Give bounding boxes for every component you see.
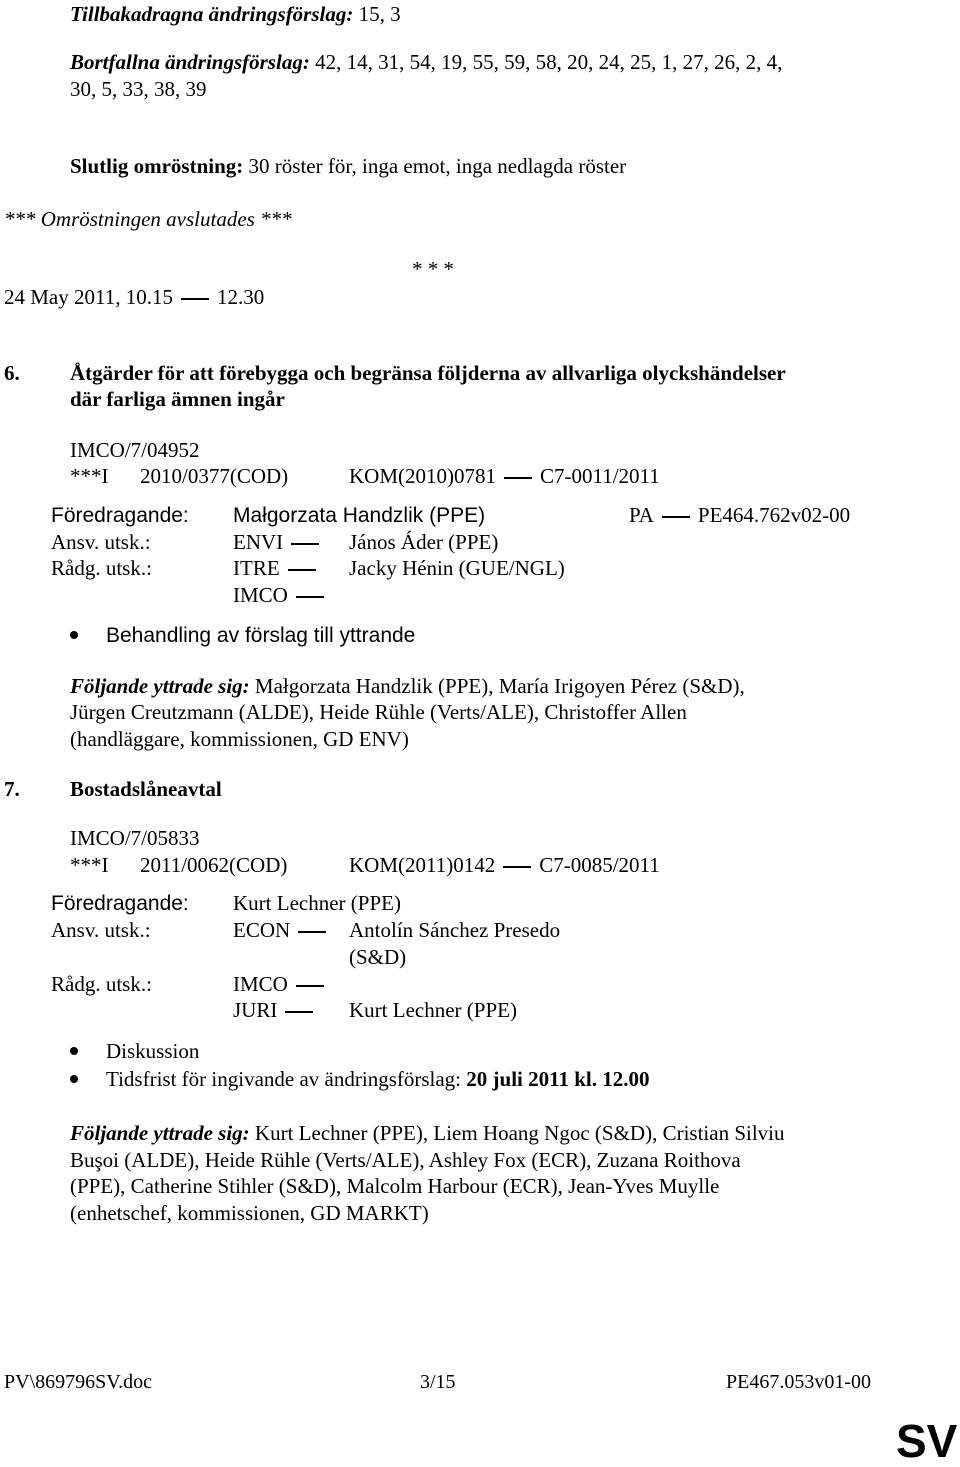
item6-c7: C7-0011/2011 (540, 464, 660, 488)
item6-pa: PA (629, 503, 654, 527)
item7-adv2-comm-line (233, 1000, 321, 1021)
language-code: SV (896, 1415, 958, 1467)
item6-ref: IMCO/7/04952 (70, 438, 200, 462)
item7-speakers-line4: (enhetschef, kommissionen, GD MARKT) (70, 1201, 429, 1225)
bullet-icon (70, 1047, 78, 1055)
item6-kom: KOM(2010)0781 (349, 464, 496, 488)
meeting-end: 12.30 (216, 285, 265, 309)
dash (504, 477, 532, 479)
item7-speakers-line3: (PPE), Catherine Stihler (S&D), Malcolm Harbour (ECR), Jean-Yves Muylle (70, 1174, 720, 1198)
item6-resp-label: Ansv. utsk.: (51, 530, 151, 554)
item6-speakers-line1 (70, 676, 745, 697)
item6-speakers-line2: Jürgen Creutzmann (ALDE), Heide Rühle (Verts/ALE), Christoffer Allen (70, 700, 687, 724)
item6-resp-comm: ENVI (233, 530, 284, 554)
item6-pe: PE464.762v02-00 (697, 503, 851, 527)
dash (503, 866, 531, 868)
item6-rapporteur: Małgorzata Handzlik (PPE) (233, 504, 486, 527)
item7-resp-comm: ECON (233, 918, 291, 942)
item7-speakers-line1 (70, 1123, 785, 1144)
item7-speakers-label: Följande yttrade sig: (70, 1121, 250, 1145)
item7-speakers-text1: Kurt Lechner (PPE), Liem Hoang Ngoc (S&D), Cristian Silviu (249, 1121, 785, 1145)
date-line (4, 287, 264, 308)
item7-bullet2-text: Tidsfrist för ingivande av ändringsförslag: (106, 1067, 467, 1091)
dash (296, 985, 324, 987)
item6-title-line1: Åtgärder för att förebygga och begränsa följderna av allvarliga olyckshändelser (70, 361, 786, 385)
final-vote-label: Slutlig omröstning: (70, 154, 244, 178)
item7-kom-line (349, 855, 660, 876)
item7-kom: KOM(2011)0142 (349, 853, 496, 877)
item7-bullet1: Diskussion (106, 1039, 200, 1063)
item6-cod: 2010/0377(COD) (140, 464, 289, 488)
item6-pa-line (629, 505, 850, 526)
dash (296, 596, 324, 598)
vote-ended: *** Omröstningen avslutades *** (4, 207, 292, 231)
item6-adv2-comm: IMCO (233, 583, 288, 607)
dash (285, 1011, 313, 1013)
item7-c7: C7-0085/2011 (539, 853, 660, 877)
item7-rapporteur: Kurt Lechner (PPE) (233, 891, 401, 915)
item7-resp-name-line2: (S&D) (349, 945, 407, 969)
footer-ref: PE467.053v01-00 (726, 1371, 871, 1393)
item7-rapporteur-label: Föredragande: (51, 892, 189, 915)
fallen-value-line2: 30, 5, 33, 38, 39 (70, 77, 207, 101)
item6-adv1-comm-line (233, 558, 324, 579)
withdrawn-amendments (70, 4, 401, 25)
item6-adv2-comm-line (233, 585, 332, 606)
dash (181, 298, 209, 300)
withdrawn-label: Tillbakadragna ändringsförslag: (70, 2, 354, 26)
item6-rapporteur-label: Föredragande: (51, 504, 189, 527)
item6-title-line2: där farliga ämnen ingår (70, 387, 285, 411)
item7-adv2-comm: JURI (233, 998, 278, 1022)
dash (288, 569, 316, 571)
item7-resp-name-line1: Antolín Sánchez Presedo (349, 918, 561, 942)
bullet-icon (70, 631, 78, 639)
item6-resp-name: János Áder (PPE) (349, 530, 499, 554)
item6-adv1-comm: ITRE (233, 556, 280, 580)
bullet-icon (70, 1075, 78, 1083)
item6-proc: ***I (70, 464, 109, 488)
item7-adv1-comm: IMCO (233, 972, 288, 996)
item7-proc: ***I (70, 853, 109, 877)
fallen-value-line1: 42, 14, 31, 54, 19, 55, 59, 58, 20, 24, 25, 1, 27, 26, 2, 4, (309, 50, 783, 74)
final-vote-value: 30 röster för, inga emot, inga nedlagda röster (243, 154, 627, 178)
item7-ref: IMCO/7/05833 (70, 826, 200, 850)
withdrawn-value: 15, 3 (353, 2, 401, 26)
dash (662, 516, 690, 518)
meeting-date: 24 May 2011, 10.15 (4, 285, 173, 309)
item7-adv1-comm-line (233, 974, 332, 995)
item6-resp-comm-line (233, 532, 327, 553)
final-vote (70, 156, 626, 177)
item7-cod: 2011/0062(COD) (140, 853, 288, 877)
item7-deadline: 20 juli 2011 kl. 12.00 (466, 1067, 650, 1091)
fallen-label: Bortfallna ändringsförslag: (70, 50, 310, 74)
item7-bullet2 (106, 1069, 649, 1090)
footer-doc: PV\869796SV.doc (4, 1371, 152, 1393)
item6-number: 6. (4, 361, 20, 385)
fallen-amendments (70, 52, 782, 73)
item6-kom-line (349, 466, 660, 487)
item6-speakers-label: Följande yttrade sig: (70, 674, 250, 698)
item7-title: Bostadslåneavtal (70, 777, 222, 801)
item7-resp-comm-line (233, 920, 334, 941)
item7-resp-label: Ansv. utsk.: (51, 918, 151, 942)
footer-page: 3/15 (420, 1371, 456, 1393)
dash (298, 931, 326, 933)
dash (291, 543, 319, 545)
item6-speakers-line3: (handläggare, kommissionen, GD ENV) (70, 727, 409, 751)
item7-speakers-line2: Buşoi (ALDE), Heide Rühle (Verts/ALE), Ashley Fox (ECR), Zuzana Roithova (70, 1148, 741, 1172)
section-separator: * * * (412, 257, 454, 281)
item7-adv-label: Rådg. utsk.: (51, 972, 152, 996)
item7-adv2-name: Kurt Lechner (PPE) (349, 998, 517, 1022)
item6-adv-label: Rådg. utsk.: (51, 556, 152, 580)
item7-number: 7. (4, 777, 20, 801)
item6-bullet1: Behandling av förslag till yttrande (106, 624, 416, 647)
item6-speakers-text1: Małgorzata Handzlik (PPE), María Irigoyen Pérez (S&D), (249, 674, 745, 698)
item6-adv1-name: Jacky Hénin (GUE/NGL) (349, 556, 565, 580)
